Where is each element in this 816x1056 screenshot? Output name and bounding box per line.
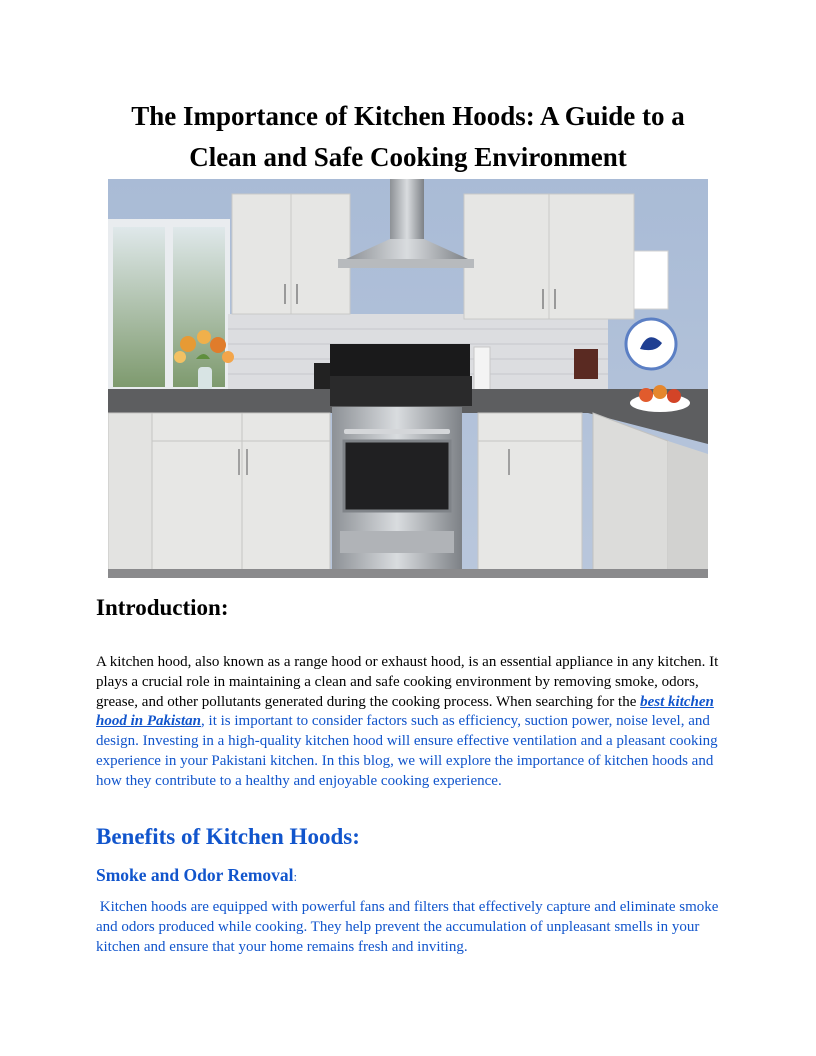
best-kitchen-hood-link[interactable]: best kitchen hood in Pakistan <box>96 693 714 730</box>
smoke-odor-heading-text: Smoke and Odor Removal <box>96 865 294 885</box>
introduction-paragraph <box>96 653 724 792</box>
smoke-odor-paragraph <box>96 898 724 957</box>
title-line-2: Clean and Safe Cooking Environment <box>189 142 627 172</box>
smoke-odor-heading <box>96 863 297 889</box>
title-line-1: The Importance of Kitchen Hoods: A Guide to a <box>131 101 685 131</box>
introduction-heading: Introduction: <box>96 595 229 620</box>
page-title <box>96 96 720 178</box>
intro-text-after-link: , it is important to consider factors such as efficiency, suction power, noise level, and design. Investing in a high-quality kitchen hood will ensure effective ventilation and a pleasant cooking experience in your Pakistani kitchen. In this blog, we will explore the importance of kitchen hoods and how they contribute to a healthy and enjoyable cooking experience. <box>96 713 718 789</box>
smoke-odor-heading-colon: : <box>293 869 298 884</box>
intro-text-before-link: A kitchen hood, also known as a range hood or exhaust hood, is an essential appliance in any kitchen. It plays a crucial role in maintaining a clean and safe cooking environment by removing smoke, odors, grease, and other pollutants generated during the cooking process. When searching for the <box>96 654 719 710</box>
benefits-heading: Benefits of Kitchen Hoods: <box>96 824 360 849</box>
kitchen-photo <box>108 179 708 578</box>
smoke-odor-text: Kitchen hoods are equipped with powerful fans and filters that effectively capture and eliminate smoke and odors produced while cooking. They help prevent the accumulation of unpleasant smells in your kitchen and ensure that your home remains fresh and inviting. <box>96 899 719 955</box>
